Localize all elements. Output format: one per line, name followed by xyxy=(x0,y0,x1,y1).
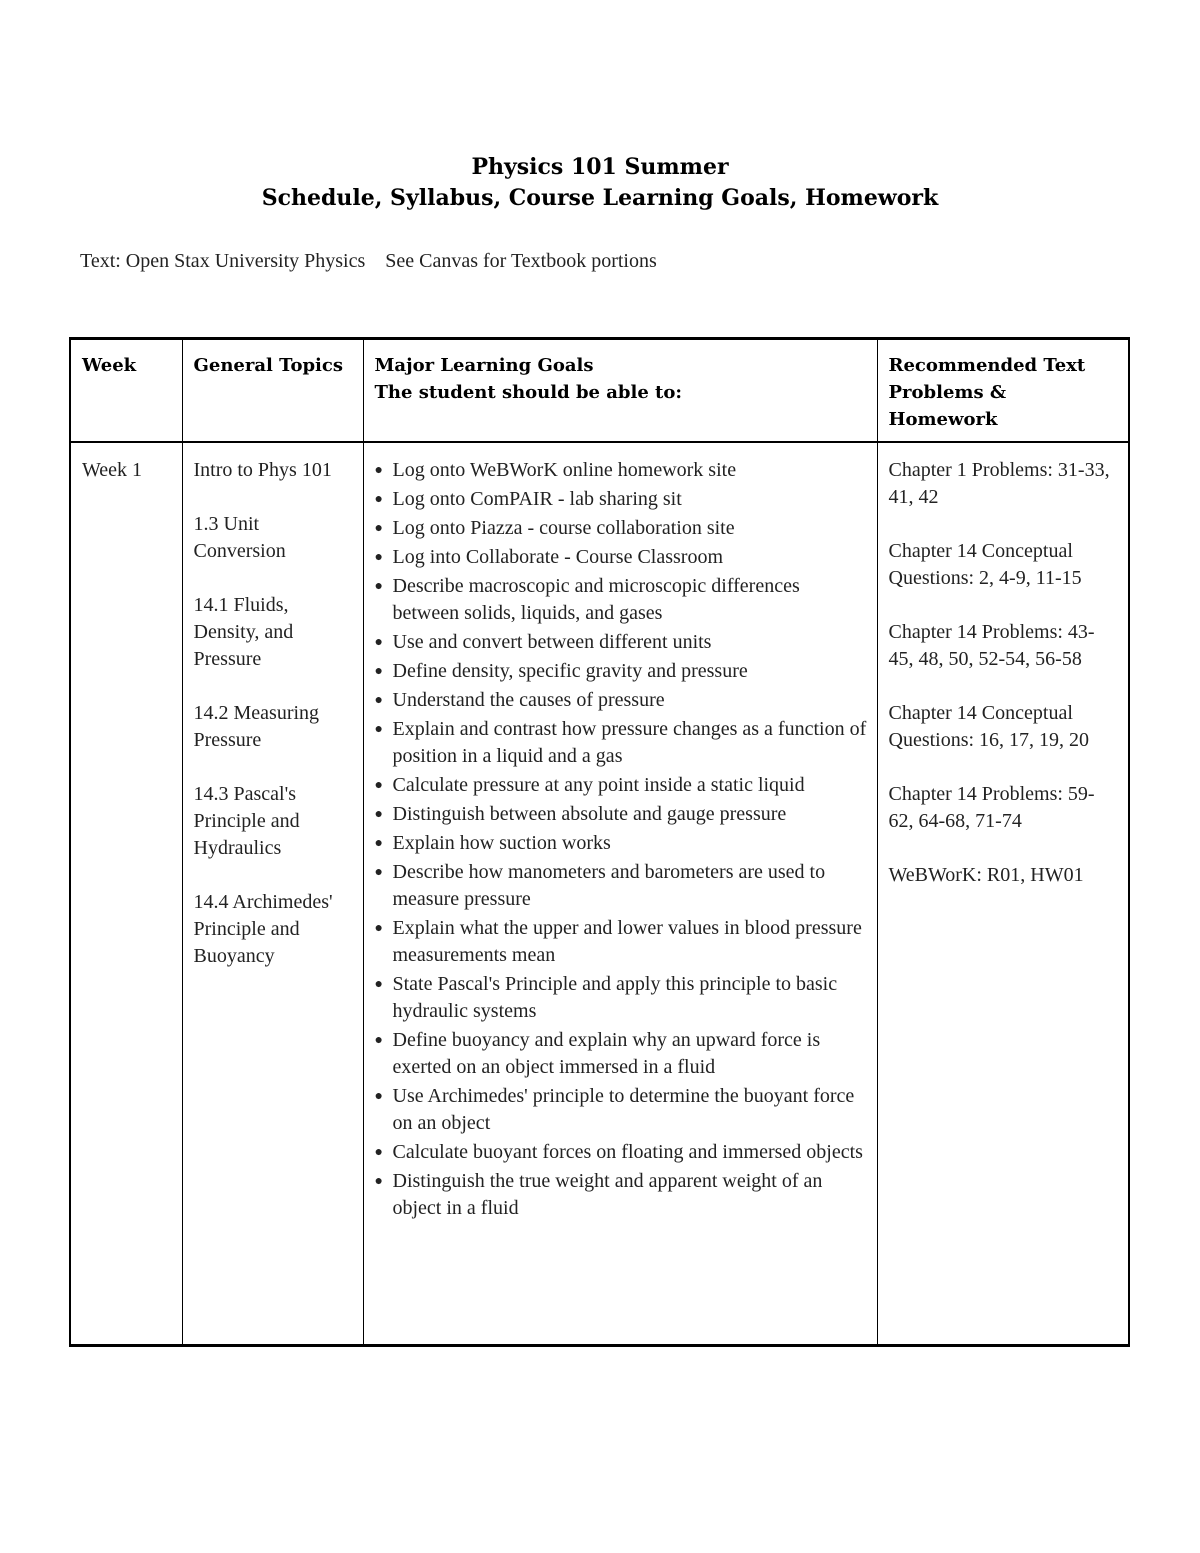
goal-item xyxy=(375,573,867,627)
goal-item xyxy=(375,915,867,969)
header-goals-line1: Major Learning Goals xyxy=(374,355,594,376)
homework-item: Chapter 14 Conceptual Questions: 2, 4-9, 11-15 xyxy=(888,539,1082,589)
goal-item xyxy=(375,772,867,799)
goal-item xyxy=(375,716,867,770)
topic-item: 14.2 Measuring Pressure xyxy=(193,701,320,751)
bullet-icon: ● xyxy=(374,520,383,536)
goal-text: Calculate pressure at any point inside a static liquid xyxy=(392,773,805,796)
bullet-icon: ● xyxy=(374,976,383,992)
bullet-icon: ● xyxy=(374,578,383,594)
bullet-icon: ● xyxy=(374,920,383,936)
bullet-icon: ● xyxy=(374,1144,383,1160)
goal-text: Log into Collaborate - Course Classroom xyxy=(392,545,724,568)
homework-item: Chapter 14 Problems: 59-62, 64-68, 71-74 xyxy=(888,782,1095,832)
bullet-icon: ● xyxy=(374,806,383,822)
goal-item xyxy=(375,859,867,913)
topics-cell xyxy=(182,442,363,1346)
bullet-icon: ● xyxy=(374,692,383,708)
topic-item: 14.4 Archimedes' Principle and Buoyancy xyxy=(193,890,333,967)
homework-item: Chapter 14 Conceptual Questions: 16, 17, 19, 20 xyxy=(888,701,1090,751)
goal-item xyxy=(375,1083,867,1137)
bullet-icon: ● xyxy=(374,1173,383,1189)
goal-item xyxy=(375,457,867,484)
goal-text: Use and convert between different units xyxy=(392,630,712,653)
goal-item xyxy=(375,971,867,1025)
goal-text: Calculate buoyant forces on floating and immersed objects xyxy=(392,1140,863,1163)
topic-item: 14.1 Fluids, Density, and Pressure xyxy=(193,593,294,670)
goal-item xyxy=(375,629,867,656)
goal-text: Define density, specific gravity and pressure xyxy=(392,659,748,682)
goal-item xyxy=(375,687,867,714)
goal-text: Define buoyancy and explain why an upward force is exerted on an object immersed in a fluid xyxy=(392,1028,821,1078)
goal-item xyxy=(375,1139,867,1166)
goal-text: Explain and contrast how pressure changes as a function of position in a liquid and a gas xyxy=(392,717,867,767)
bullet-icon: ● xyxy=(374,491,383,507)
topic-item: 14.3 Pascal's Principle and Hydraulics xyxy=(193,782,300,859)
textbook-note: Text: Open Stax University Physics See Canvas for Textbook portions xyxy=(80,250,657,272)
bullet-icon: ● xyxy=(374,864,383,880)
goal-text: State Pascal's Principle and apply this principle to basic hydraulic systems xyxy=(392,972,838,1022)
goal-text: Log onto ComPAIR - lab sharing sit xyxy=(392,487,682,510)
topic-item: 1.3 Unit Conversion xyxy=(193,512,286,562)
goal-text: Describe macroscopic and microscopic differences between solids, liquids, and gases xyxy=(392,574,800,624)
goal-text: Distinguish between absolute and gauge pressure xyxy=(392,802,787,825)
header-general-topics-label: General Topics xyxy=(193,355,343,376)
goal-text: Explain how suction works xyxy=(392,831,611,854)
homework-item: Chapter 14 Problems: 43-45, 48, 50, 52-54, 56-58 xyxy=(888,620,1095,670)
table-row xyxy=(70,442,1129,1346)
header-recommended: Recommended Text Problems & Homework xyxy=(877,339,1129,442)
header-general-topics xyxy=(182,339,363,442)
header-goals-line2: The student should be able to: xyxy=(374,382,683,403)
schedule-table xyxy=(69,337,1130,1347)
goal-item xyxy=(375,830,867,857)
goal-item xyxy=(375,515,867,542)
homework-item: WeBWorK: R01, HW01 xyxy=(888,863,1084,886)
goal-text: Log onto Piazza - course collaboration site xyxy=(392,516,735,539)
goal-item xyxy=(375,801,867,828)
goal-text: Understand the causes of pressure xyxy=(392,688,665,711)
bullet-icon: ● xyxy=(374,462,383,478)
goal-text: Log onto WeBWorK online homework site xyxy=(392,458,737,481)
goal-text: Use Archimedes' principle to determine the buoyant force on an object xyxy=(392,1084,855,1134)
header-major-learning-goals xyxy=(363,339,877,442)
goals-cell xyxy=(363,442,877,1346)
goal-item xyxy=(375,1027,867,1081)
goal-item xyxy=(375,486,867,513)
document-subtitle: Schedule, Syllabus, Course Learning Goals, Homework xyxy=(261,185,939,211)
bullet-icon: ● xyxy=(374,634,383,650)
homework-item: Chapter 1 Problems: 31-33, 41, 42 xyxy=(888,458,1110,508)
homework-cell xyxy=(877,442,1129,1346)
goal-item xyxy=(375,544,867,571)
topic-item: Intro to Phys 101 xyxy=(193,458,332,481)
table-header-row xyxy=(70,339,1129,442)
goal-item xyxy=(375,1168,867,1222)
goal-text: Explain what the upper and lower values in blood pressure measurements mean xyxy=(392,916,862,966)
goal-item xyxy=(375,658,867,685)
bullet-icon: ● xyxy=(374,1088,383,1104)
document-title: Physics 101 Summer xyxy=(471,154,729,180)
bullet-icon: ● xyxy=(374,1032,383,1048)
bullet-icon: ● xyxy=(374,777,383,793)
bullet-icon: ● xyxy=(374,663,383,679)
bullet-icon: ● xyxy=(374,721,383,737)
header-week: Week xyxy=(70,339,182,442)
week-cell: Week 1 xyxy=(70,442,182,1346)
goal-text: Describe how manometers and barometers are used to measure pressure xyxy=(392,860,826,910)
goal-text: Distinguish the true weight and apparent weight of an object in a fluid xyxy=(392,1169,823,1219)
bullet-icon: ● xyxy=(374,835,383,851)
bullet-icon: ● xyxy=(374,549,383,565)
